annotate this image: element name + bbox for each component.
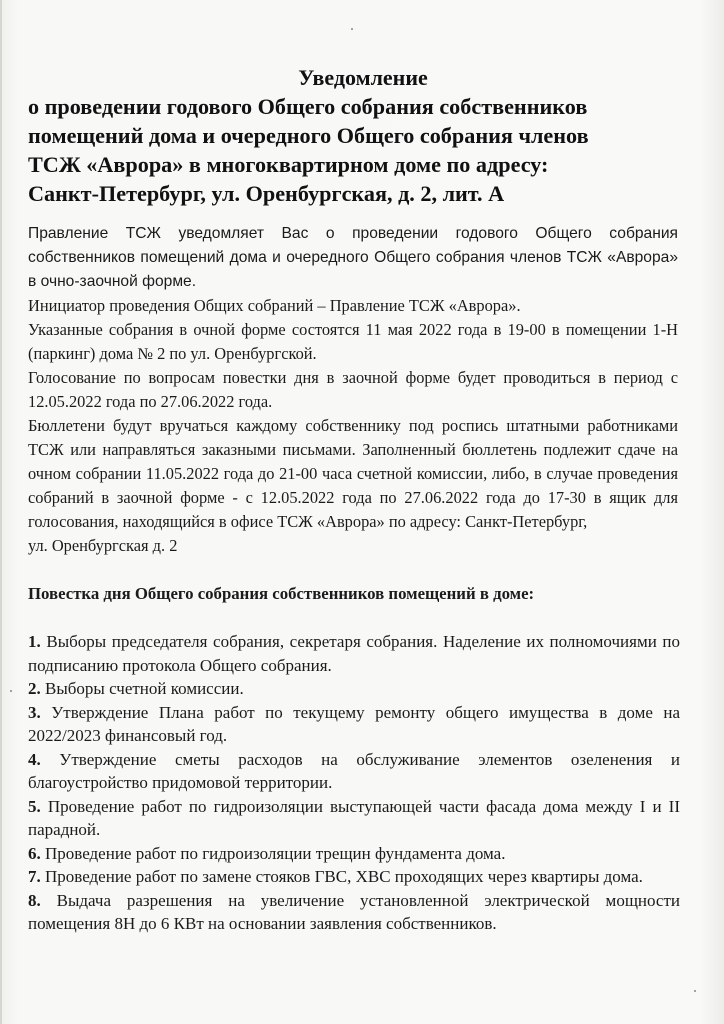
notice-subtitle-line: о проведении годового Общего собрания собственников: [28, 94, 588, 119]
agenda-item-text: Выборы председателя собрания, секретаря собрания. Наделение их полномочиями по подписанию протокола Общего собрания.: [28, 632, 681, 675]
agenda-item: [28, 865, 680, 889]
notice-subtitle-line: помещений дома и очередного Общего собрания членов: [28, 123, 589, 148]
agenda-item-text: Выдача разрешения на увеличение установленной электрической мощности помещения 8Н до 6 КВт на основании заявления собственников.: [28, 890, 680, 933]
agenda-item: [28, 842, 680, 866]
scan-speck: [10, 690, 12, 692]
agenda-item-text: Выборы счетной комиссии.: [45, 679, 244, 698]
agenda-item: [28, 748, 680, 795]
agenda-list: [28, 630, 680, 936]
agenda-item-number: 7.: [28, 867, 41, 886]
scan-edge: [0, 0, 2, 1024]
agenda-item: [28, 701, 680, 748]
notice-title: Уведомление: [298, 65, 428, 90]
intro-paragraph: Указанные собрания в очной форме состоятся 11 мая 2022 года в 19-00 в помещении 1-Н (паркинг) дома № 2 по ул. Оренбургской.: [28, 320, 678, 363]
agenda-item-text: Проведение работ по гидроизоляции выступающей части фасада дома между I и II парадной.: [28, 796, 681, 839]
agenda-item-number: 1.: [28, 632, 41, 651]
agenda-item-number: 3.: [28, 702, 41, 722]
intro-section: [28, 222, 678, 558]
agenda-item-number: 2.: [28, 679, 41, 698]
notice-subtitle-line: ТСЖ «Аврора» в многоквартирном доме по адресу:: [28, 152, 549, 177]
agenda-item: [28, 889, 680, 936]
agenda-item-number: 5.: [28, 796, 41, 816]
agenda-item-text: Утверждение Плана работ по текущему ремонту общего имущества в доме на 2022/2023 финансовый год.: [28, 702, 680, 745]
intro-paragraph-end: ул. Оренбургская д. 2: [28, 536, 178, 555]
intro-paragraph: Правление ТСЖ уведомляет Вас о проведении годового Общего собрания собственников помещений дома и очередного Общего собрания членов ТСЖ «Аврора» в очно-заочной форме.: [28, 225, 678, 290]
agenda-item-number: 4.: [28, 749, 41, 769]
agenda-item-number: 6.: [28, 843, 41, 863]
agenda-item-text: Проведение работ по замене стояков ГВС, ХВС проходящих через квартиры дома.: [45, 867, 643, 886]
agenda-item-text: Утверждение сметы расходов на обслуживание элементов озеленения и благоустройство придомовой территории.: [28, 749, 681, 792]
agenda-item: [28, 677, 680, 701]
agenda-item: [28, 630, 680, 677]
intro-paragraph: Голосование по вопросам повестки дня в заочной форме будет проводиться в период с 12.05.2022 года по 27.06.2022 года.: [28, 368, 678, 411]
intro-paragraph: Инициатор проведения Общих собраний – Правление ТСЖ «Аврора».: [28, 296, 521, 315]
scan-speck: [351, 28, 353, 30]
agenda-item-text: Проведение работ по гидроизоляции трещин фундамента дома.: [45, 843, 506, 863]
agenda-item: [28, 795, 680, 842]
agenda-item-number: 8.: [28, 890, 41, 910]
notice-subtitle-line: Санкт-Петербург, ул. Оренбургская, д. 2, лит. А: [28, 181, 505, 206]
scan-speck: [694, 990, 696, 992]
intro-paragraph: Бюллетени будут вручаться каждому собственнику под роспись штатными работниками ТСЖ или направляться заказными письмами. Заполненный бюллетень подлежит сдаче на очном собрании 11.05.2022 года до 21-00 часа счетной комиссии, либо, в случае проведения собраний в заочной форме - с 12.05.2022 года по 27.06.2022 года до 17-30 в ящик для голосования, находящийся в офисе ТСЖ «Аврора» по адресу: Санкт-Петербург,: [28, 416, 678, 531]
notice-title-block: [28, 64, 698, 208]
agenda-heading: Повестка дня Общего собрания собственников помещений в доме:: [28, 584, 535, 603]
